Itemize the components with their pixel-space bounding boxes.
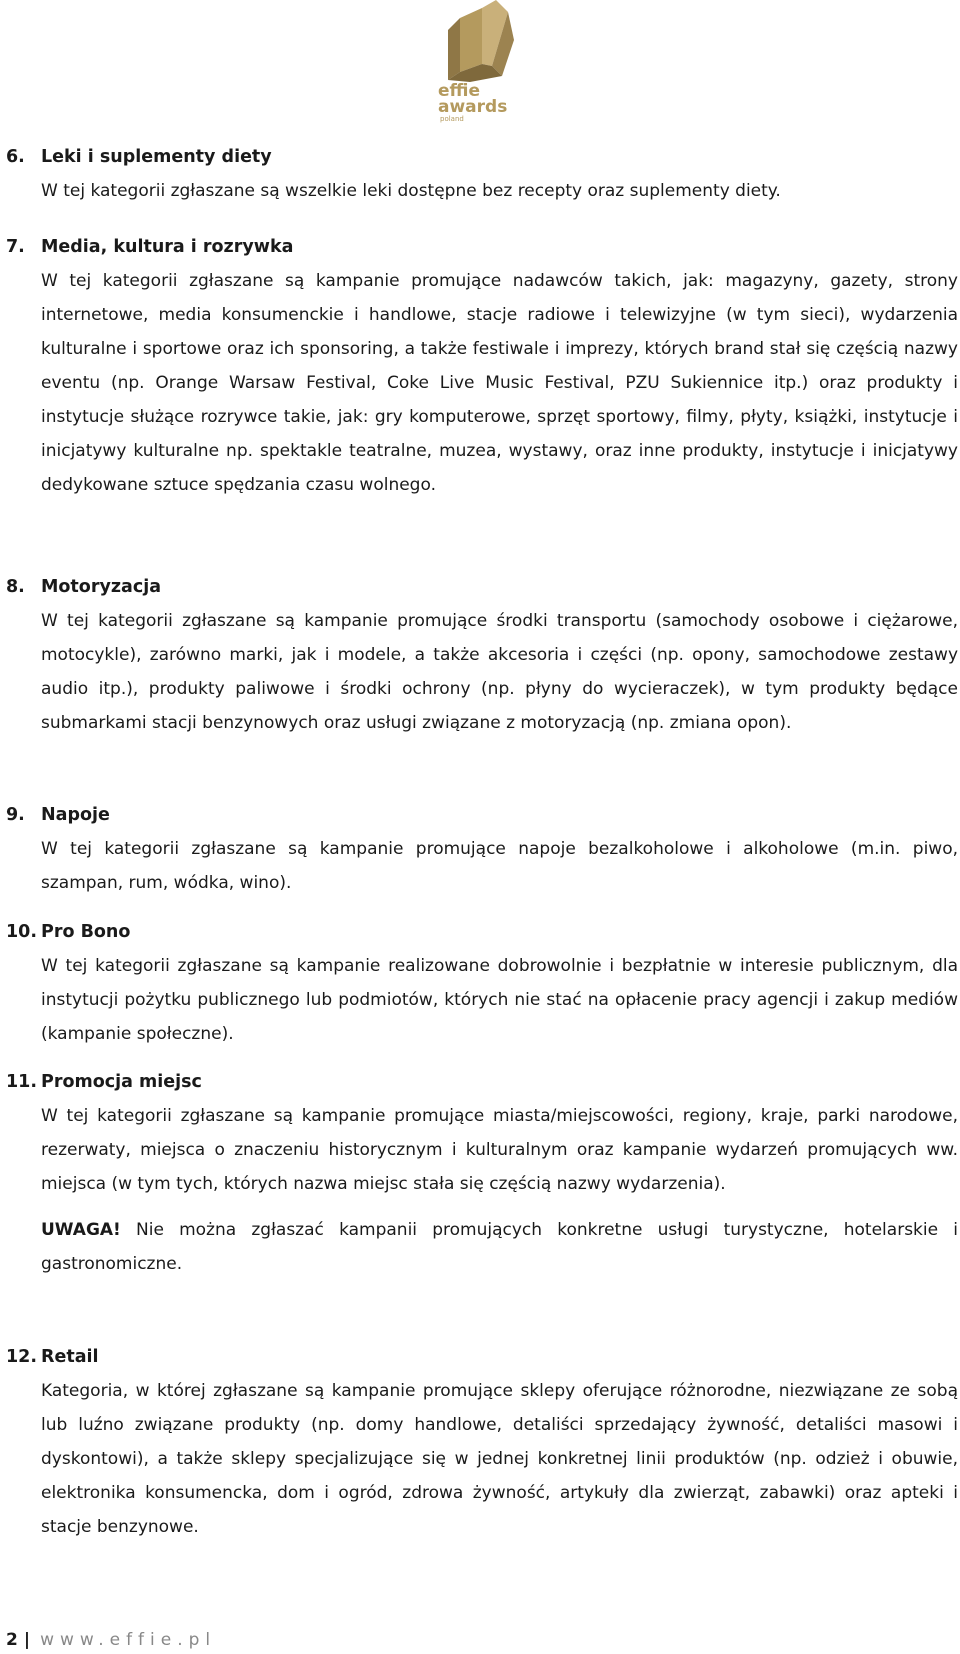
item-description: W tej kategorii zgłaszane są kampanie promujące miasta/miejscowości, regiony, kraje, parki narodowe, rezerwaty, miejsca o znaczeniu historycznym i kulturalnym oraz kampanie wydarzeń promujących ww. miejsca (w tym tych, których nazwa miejsc stała się częścią nazwy wydarzenia).: [41, 1106, 958, 1194]
item-title: Leki i suplementy diety: [41, 147, 272, 167]
category-item-11: [0, 1065, 958, 1281]
footer-separator: |: [23, 1630, 31, 1650]
svg-text:effie: effie: [438, 81, 481, 101]
footer-url[interactable]: www.effie.pl: [40, 1630, 217, 1650]
item-number: 6.: [6, 147, 25, 167]
category-item-6: [0, 140, 958, 208]
page-number: 2: [6, 1630, 18, 1650]
item-description: W tej kategorii zgłaszane są kampanie promujące środki transportu (samochody osobowe i ciężarowe, motocykle), zarówno marki, jak i modele, a także akcesoria i części (np. opony, samochodowe zestawy audio itp.), produkty paliwowe i środki ochrony (np. płyny do wycieraczek), w tym produkty będące submarkami stacji benzynowych oraz usługi związane z motoryzacją (np. zmiana opon).: [41, 611, 958, 733]
item-title: Retail: [41, 1347, 99, 1367]
warning-label: UWAGA!: [41, 1220, 121, 1240]
item-title: Napoje: [41, 805, 110, 825]
category-item-10: [0, 915, 958, 1051]
warning-text: Nie można zgłaszać kampanii promujących konkretne usługi turystyczne, hotelarskie i gastronomiczne.: [41, 1220, 958, 1274]
page-footer: [6, 1628, 216, 1652]
item-description: W tej kategorii zgłaszane są kampanie promujące napoje bezalkoholowe i alkoholowe (m.in. piwo, szampan, rum, wódka, wino).: [41, 839, 958, 893]
item-number: 9.: [6, 805, 25, 825]
item-number: 12.: [6, 1347, 38, 1367]
item-number: 10.: [6, 922, 38, 942]
item-title: Media, kultura i rozrywka: [41, 237, 294, 257]
item-title: Motoryzacja: [41, 577, 162, 597]
item-title: Promocja miejsc: [41, 1072, 202, 1092]
item-description: W tej kategorii zgłaszane są wszelkie leki dostępne bez recepty oraz suplementy diety.: [41, 181, 781, 201]
warning-note: [41, 1213, 958, 1281]
svg-text:poland: poland: [440, 115, 464, 123]
category-item-9: [0, 798, 958, 900]
effie-awards-logo: [430, 0, 530, 124]
item-description: Kategoria, w której zgłaszane są kampanie promujące sklepy oferujące różnorodne, niezwiązane ze sobą lub luźno związane produkty (np. domy handlowe, detaliści sprzedający żywność, detaliści masowi i dyskontowi), a także sklepy specjalizujące się w jednej konkretnej linii produktów (np. odzież i obuwie, elektronika konsumencka, dom i ogród, zdrowa żywność, artykuły dla zwierząt, zabawki) oraz apteki i stacje benzynowe.: [41, 1381, 958, 1537]
item-description: W tej kategorii zgłaszane są kampanie promujące nadawców takich, jak: magazyny, gazety, strony internetowe, media konsumenckie i handlowe, stacje radiowe i telewizyjne (w tym sieci), wydarzenia kulturalne i sportowe oraz ich sponsoring, a także festiwale i imprezy, których brand stał się częścią nazwy eventu (np. Orange Warsaw Festival, Coke Live Music Festival, PZU Sukiennice itp.) oraz produkty i instytucje służące rozrywce takie, jak: gry komputerowe, sprzęt sportowy, filmy, płyty, książki, instytucje i inicjatywy kulturalne np. spektakle teatralne, muzea, wystawy, oraz inne produkty, instytucje i inicjatywy dedykowane sztuce spędzania czasu wolnego.: [41, 271, 958, 495]
item-number: 7.: [6, 237, 25, 257]
category-item-12: [0, 1340, 958, 1544]
category-item-7: [0, 230, 958, 502]
svg-text:awards: awards: [438, 97, 508, 117]
category-item-8: [0, 570, 958, 740]
item-description: W tej kategorii zgłaszane są kampanie realizowane dobrowolnie i bezpłatnie w interesie publicznym, dla instytucji pożytku publicznego lub podmiotów, których nie stać na opłacenie pracy agencji i zakup mediów (kampanie społeczne).: [41, 956, 958, 1044]
item-title: Pro Bono: [41, 922, 131, 942]
item-number: 8.: [6, 577, 25, 597]
item-number: 11.: [6, 1072, 38, 1092]
